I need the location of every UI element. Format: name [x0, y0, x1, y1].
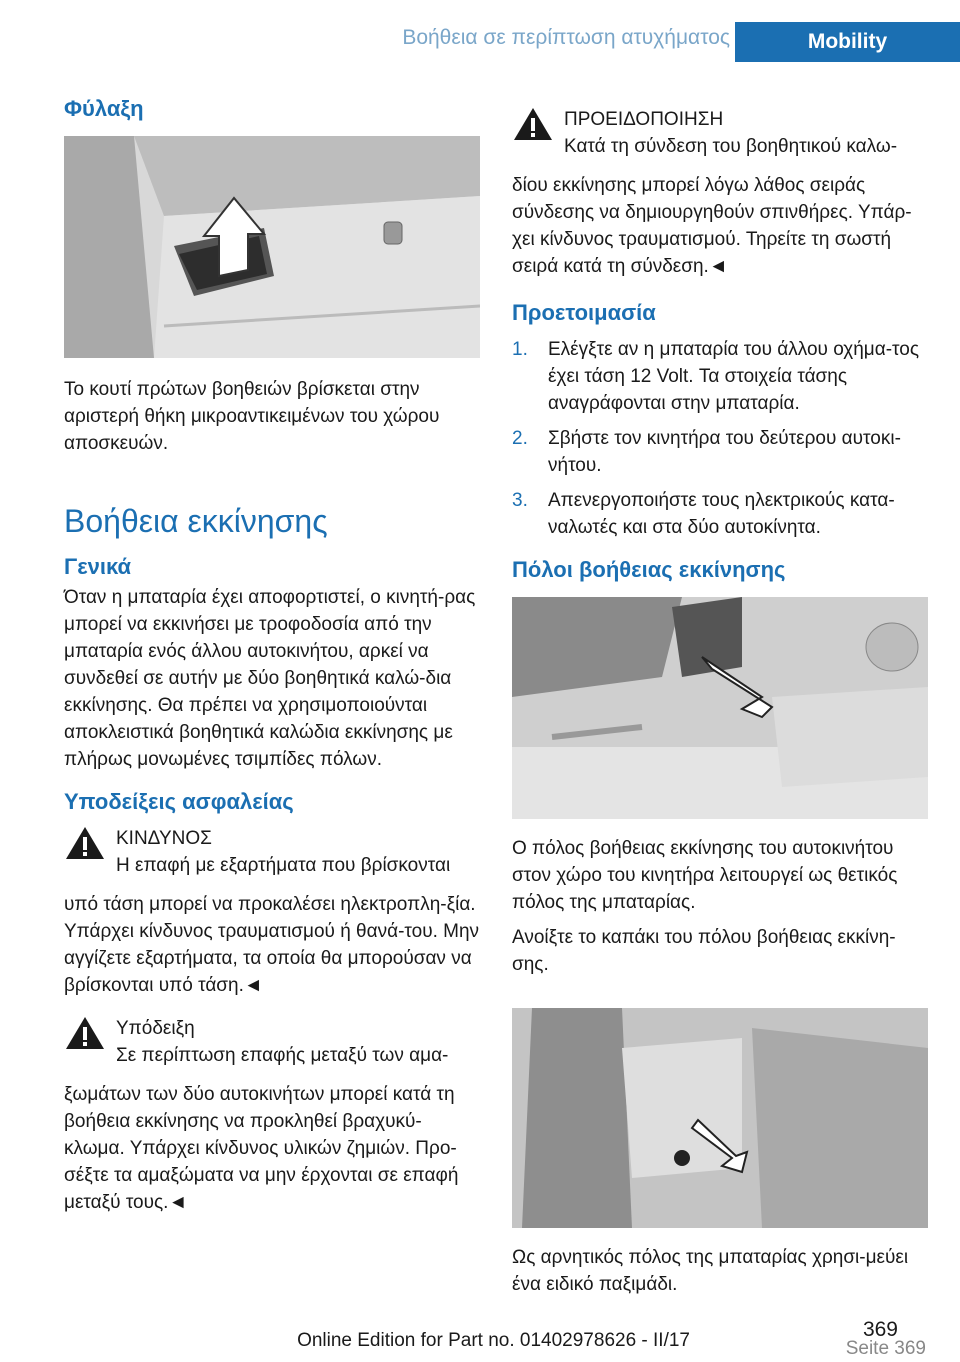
left-column: [64, 96, 480, 1232]
footer-watermark: Seite 369: [845, 1338, 926, 1359]
page-header: [0, 0, 960, 62]
warning-title: ΠΡΟΕΙΔΟΠΟΙΗΣΗ: [564, 109, 724, 130]
step-1: 1. Ελέγξτε αν η μπαταρία του άλλου οχήμα-τος έχει τάση 12 Volt. Τα στοιχεία τάσης αναγράφονται στην μπαταρία.: [512, 339, 920, 414]
heading-preparation: Προετοιμασία: [512, 300, 656, 325]
right-column: [512, 106, 928, 1314]
positive-pole-text: Ο πόλος βοήθειας εκκίνησης του αυτοκινήτου στον χώρο του κινητήρα λειτουργεί ως θετικός πόλος της μπαταρίας.: [512, 838, 898, 913]
danger-notice: [64, 825, 480, 879]
storage-text: Το κουτί πρώτων βοηθειών βρίσκεται στην αριστερή θήκη μικροαντικειμένων του χώρου αποσκευών.: [64, 379, 440, 454]
danger-title: ΚΙΝΔΥΝΟΣ: [116, 828, 212, 849]
warning-icon: [512, 106, 554, 160]
engine-positive-image: [512, 597, 928, 819]
negative-pole-text: Ως αρνητικός πόλος της μπαταρίας χρησι-μεύει ένα ειδικό παξιμάδι.: [512, 1247, 909, 1295]
engine-negative-image: [512, 1008, 928, 1228]
preparation-steps: [512, 336, 928, 541]
warning-body: Κατά τη σύνδεση του βοηθητικού καλω-: [564, 136, 898, 157]
danger-body-cont: υπό τάση μπορεί να προκαλέσει ηλεκτροπλη-ξία. Υπάρχει κίνδυνος τραυματισμού ή θανά-του. Μην αγγίζετε εξαρτήματα, τα οποία θα μπορούσαν να βρίσκονται υπό τάση.◄: [64, 894, 480, 996]
note-title: Υπόδειξη: [116, 1018, 195, 1039]
trunk-image: [64, 136, 480, 358]
heading-storage: Φύλαξη: [64, 96, 144, 121]
warning-body-cont: δίου εκκίνησης μπορεί λόγω λάθος σειράς σύνδεσης να δημιουργηθούν σπινθήρες. Υπάρ-χει κίνδυνος τραυματισμού. Τηρείτε τη σωστή σειρά κατά τη σύνδεση.◄: [512, 175, 912, 277]
note-body: Σε περίπτωση επαφής μεταξύ των αμα-: [116, 1045, 449, 1066]
heading-poles: Πόλοι βοήθειας εκκίνησης: [512, 557, 786, 582]
note-notice: [64, 1015, 480, 1069]
heading-general: Γενικά: [64, 554, 132, 579]
trunk-illustration: [64, 136, 480, 358]
step-3: 3. Απενεργοποιήστε τους ηλεκτρικούς κατα-ναλωτές και στα δύο αυτοκίνητα.: [512, 490, 895, 538]
general-text: Όταν η μπαταρία έχει αποφορτιστεί, ο κινητή-ρας μπορεί να εκκινήσει με τροφοδοσία από την μπαταρία ενός άλλου αυτοκινήτου, αρκεί να συνδεθεί σε αυτήν με δύο βοηθητικά καλώ-δια εκκίνησης. Θα πρέπει να χρησιμοποιούνται αποκλειστικά βοηθητικά καλώδια εκκίνησης με πλήρως μονωμένες τσιμπίδες πόλων.: [64, 587, 476, 770]
danger-body: Η επαφή με εξαρτήματα που βρίσκονται: [116, 855, 451, 876]
footer-edition: Online Edition for Part no. 01402978626 - II/17: [297, 1330, 690, 1351]
heading-jump-start: Βοήθεια εκκίνησης: [64, 503, 328, 539]
note-body-cont: ξωμάτων των δύο αυτοκινήτων μπορεί κατά τη βοήθεια εκκίνησης να προκληθεί βραχυκύ-κλωμα. Υπάρχει κίνδυνος υλικών ζημιών. Προ-σέξτε τα αμαξώματα να μην έρχονται σε επαφή μεταξύ τους.◄: [64, 1084, 459, 1213]
step-2: 2. Σβήστε τον κινητήρα του δεύτερου αυτοκι-νήτου.: [512, 428, 901, 476]
heading-safety: Υποδείξεις ασφαλείας: [64, 789, 294, 814]
page-number: 369: [862, 1318, 898, 1341]
open-cover-text: Ανοίξτε το καπάκι του πόλου βοήθειας εκκίνη-σης.: [512, 927, 896, 975]
header-tab-mobility: Mobility: [735, 22, 960, 62]
header-section-title: Βοήθεια σε περίπτωση ατυχήματος: [402, 26, 730, 49]
warning-notice: [512, 106, 928, 160]
note-triangle-icon: [64, 1015, 106, 1069]
warning-triangle-icon: [64, 825, 106, 879]
